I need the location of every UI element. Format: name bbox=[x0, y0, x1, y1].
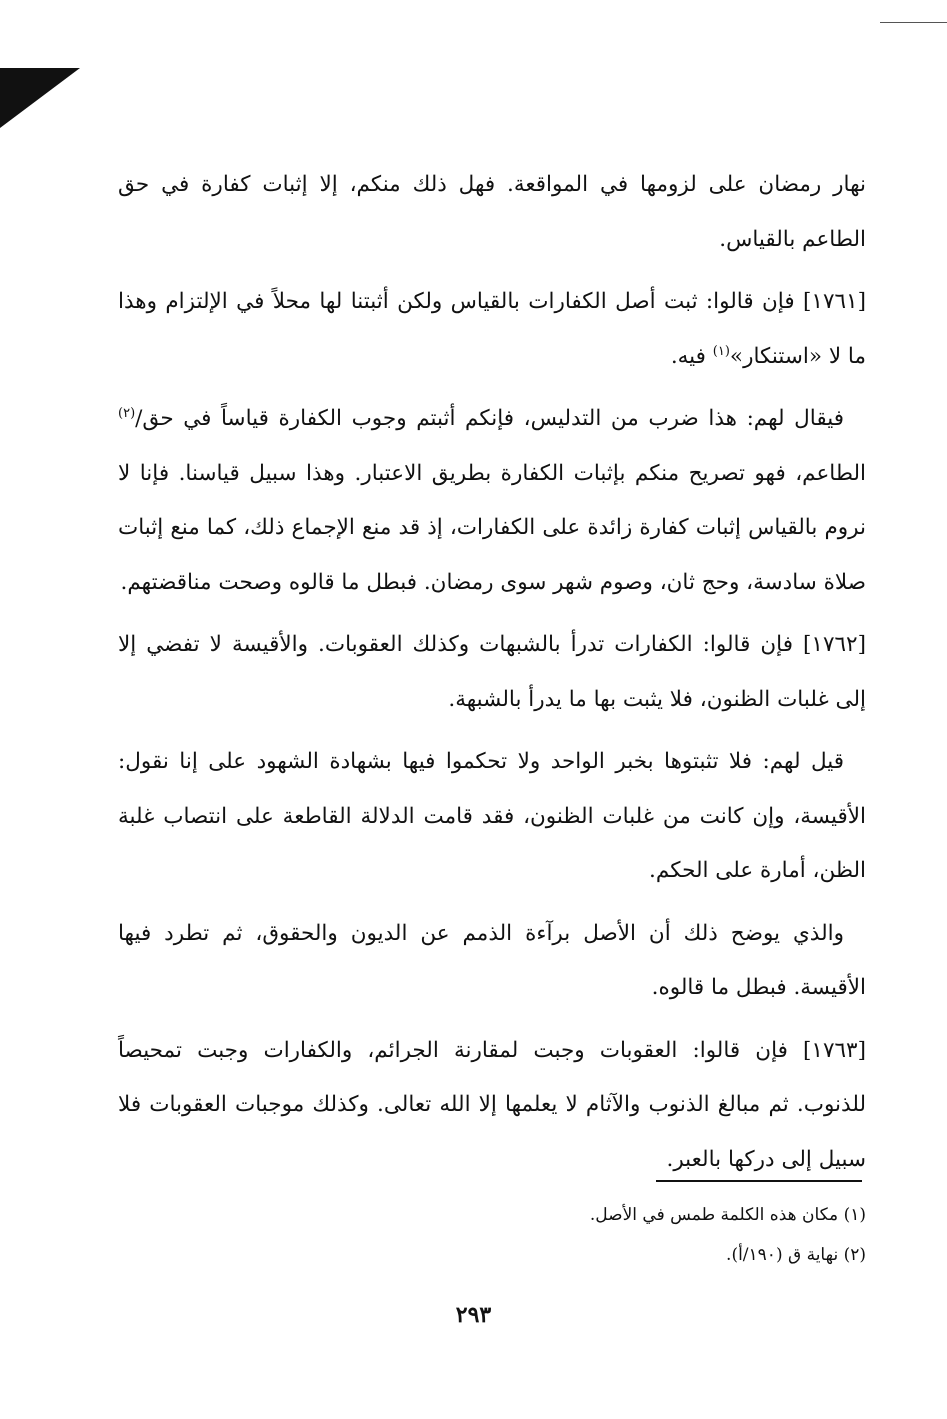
main-text bbox=[118, 158, 866, 1195]
footnote-marker-2: (٢) bbox=[118, 405, 136, 421]
paragraph-1-text: نهار رمضان على لزومها في المواقعة. فهل ذلك منكم، إلا إثبات كفارة في حق الطاعم بالقياس. bbox=[118, 172, 866, 252]
paragraph-3 bbox=[118, 392, 866, 610]
paragraph-1 bbox=[118, 158, 866, 267]
paragraph-6 bbox=[118, 907, 866, 1016]
header-rule bbox=[880, 22, 947, 23]
paragraph-5-text: قيل لهم: فلا تثبتوها بخبر الواحد ولا تحكموا فيها بشهادة الشهود على إنا نقول: الأقيسة، وإن كانت من غلبات الظنون، فقد قامت الدلالة القاطعة على انتصاب غلبة الظن، أمارة على الحكم. bbox=[118, 749, 866, 883]
footnote-marker-1: (١) bbox=[712, 343, 730, 359]
footnote-2: (٢) نهاية ق (١٩٠/أ). bbox=[726, 1245, 866, 1265]
corner-triangle-mark bbox=[0, 68, 80, 128]
page-number: ٢٩٣ bbox=[455, 1302, 492, 1328]
paragraph-4-text: فإن قالوا: الكفارات تدرأ بالشبهات وكذلك العقوبات. والأقيسة لا تفضي إلا إلى غلبات الظنون، فلا يثبت بها ما يدرأ بالشبهة. bbox=[118, 632, 866, 712]
footnotes bbox=[118, 1195, 866, 1275]
footnote-1: (١) مكان هذه الكلمة طمس في الأصل. bbox=[589, 1205, 866, 1225]
paragraph-4-ref-number: [١٧٦٢] bbox=[803, 632, 866, 657]
paragraph-4 bbox=[118, 618, 866, 727]
paragraph-2-ref-number: [١٧٦١] bbox=[803, 289, 866, 314]
paragraph-6-text: والذي يوضح ذلك أن الأصل برآءة الذمم عن الديون والحقوق، ثم تطرد فيها الأقيسة. فبطل ما قالوه. bbox=[118, 920, 866, 1000]
paragraph-3-text-end: الطاعم، فهو تصريح منكم بإثبات الكفارة بطريق الاعتبار. وهذا سبيل قياسنا. فإنا لا نروم بالقياس إثبات كفارة زائدة على الكفارات، إذ قد منع الإجماع ذلك، كما منع إثبات صلاة سادسة، وحج ثان، وصوم شهر سوى رمضان. فبطل ما قالوه وصحت مناقضتهم. bbox=[118, 460, 866, 595]
footnote-separator bbox=[656, 1180, 862, 1182]
paragraph-7-ref-number: [١٧٦٣] bbox=[803, 1037, 866, 1063]
paragraph-2-text: فإن قالوا: ثبت أصل الكفارات بالقياس ولكن أثبتنا لها محلاً في الإلتزام وهذا ما لا «استنكار» bbox=[118, 289, 866, 369]
paragraph-7 bbox=[118, 1024, 866, 1188]
paragraph-2 bbox=[118, 275, 866, 384]
paragraph-7-text: فإن قالوا: العقوبات وجبت لمقارنة الجرائم، والكفارات وجبت تمحيصاً للذنوب. ثم مبالغ الذنوب والآثام لا يعلمها إلا الله تعالى. وكذلك موجبات العقوبات فلا سبيل إلى دركها بالعبر. bbox=[118, 1037, 866, 1172]
paragraph-3-text: فيقال لهم: هذا ضرب من التدليس، فإنكم أثبتم وجوب الكفارة قياساً في حق/ bbox=[135, 406, 844, 431]
paragraph-5 bbox=[118, 735, 866, 899]
paragraph-2-text-end: فيه. bbox=[670, 343, 713, 369]
